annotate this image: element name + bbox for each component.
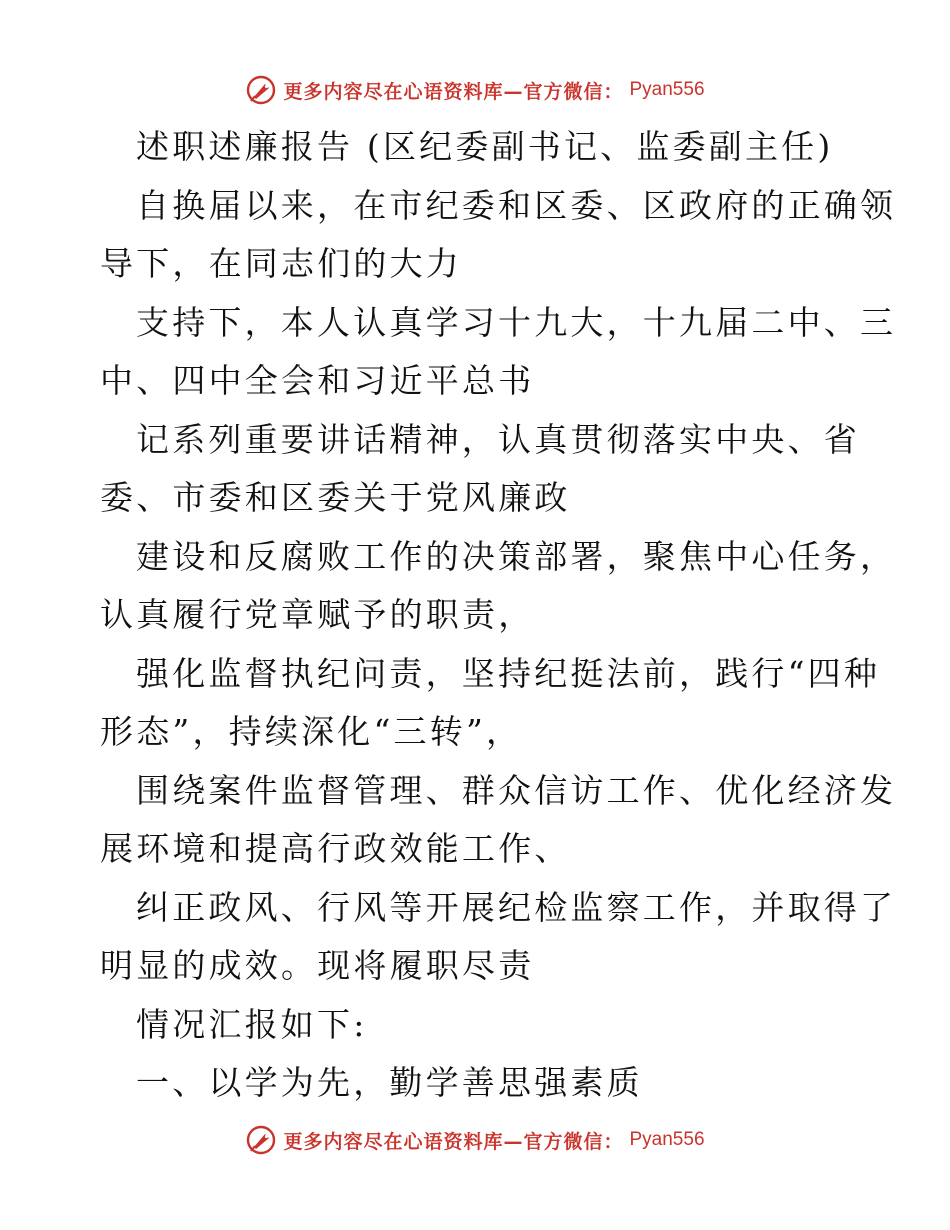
paragraph-line: 支持下，本人认真学习十九大，十九届二中、三 [136,302,897,342]
paragraph-line: 强化监督执纪问责，坚持纪挺法前，践行“四种 [136,653,881,693]
paragraph-line: 建设和反腐败工作的决策部署，聚焦中心任务， [136,536,897,576]
watermark-text: 更多内容尽在心语资料库—官方微信： [283,80,624,103]
paragraph-line: 形态”，持续深化“三转”， [100,712,523,751]
paragraph-line: 委、市委和区委关于党风廉政 [100,478,571,517]
paragraph-line: 展环境和提高行政效能工作、 [100,829,571,868]
document-body [100,118,897,1113]
paragraph-line: 导下，在同志们的大力 [100,244,462,283]
paragraph-line: 认真履行党章赋予的职责， [100,595,535,634]
paragraph-line: 自换届以来，在市纪委和区委、区政府的正确领 [136,185,897,225]
paragraph-line: 围绕案件监督管理、群众信访工作、优化经济发 [136,770,897,810]
paragraph-line: 明显的成效。现将履职尽责 [100,946,535,985]
paragraph-line: 情况汇报如下: [136,1004,368,1044]
watermark-wechat-id: Pyan556 [629,79,705,100]
watermark-text: 更多内容尽在心语资料库—官方微信： [283,1130,624,1153]
header-watermark-banner [0,70,950,110]
pen-nib-logo-icon [245,74,277,106]
document-title-line: 述职述廉报告 (区纪委副书记、监委副主任) [136,127,834,166]
footer-watermark-banner [0,1120,950,1160]
paragraph-line: 记系列重要讲话精神，认真贯彻落实中央、省 [136,419,860,459]
section-heading: 一、以学为先，勤学善思强素质 [136,1063,643,1102]
pen-nib-logo-icon [245,1124,277,1156]
watermark-wechat-id: Pyan556 [629,1129,705,1150]
paragraph-line: 中、四中全会和习近平总书 [100,361,535,400]
paragraph-line: 纠正政风、行风等开展纪检监察工作，并取得了 [136,887,897,927]
